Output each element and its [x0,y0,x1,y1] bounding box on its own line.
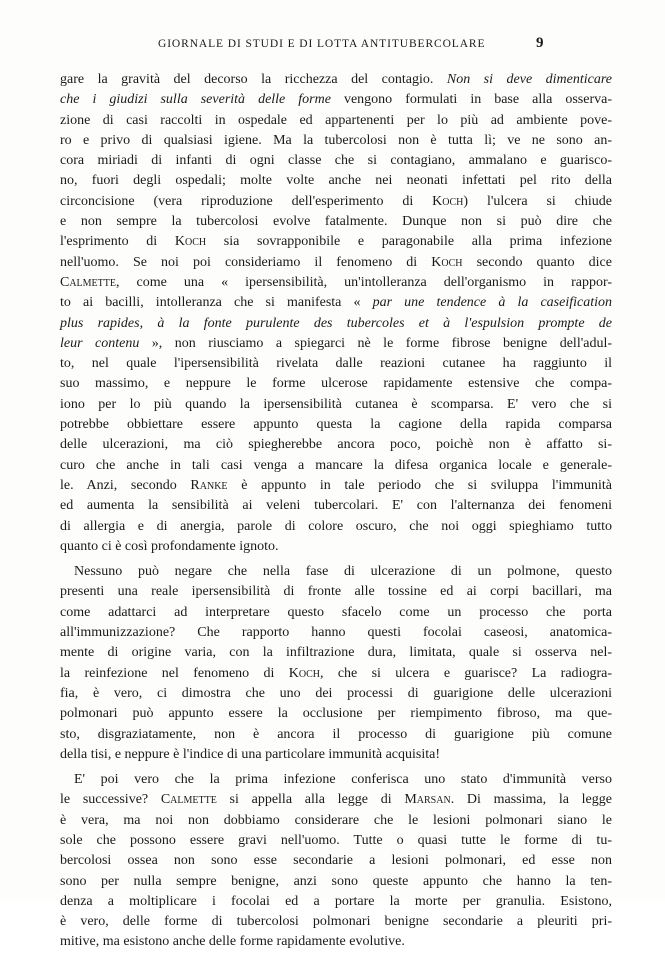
text-run: la reinfezione nel fenomeno di [60,665,289,681]
text-run: come adattarci ad interpretare questo sfacelo come un processo che porta [60,604,612,620]
small-caps-name: Koch [431,254,463,270]
text-line [60,623,612,643]
text-run: secondo quanto dice [462,254,612,270]
text-run: di allergia e di anergia, parole di colore oscuro, che noi oggi spieghiamo tutto [60,518,612,534]
text-line [60,770,612,790]
text-run: presenti una reale ipersensibilità di fronte alle tossine ed ai corpi bacillari, ma [60,584,612,600]
text-run: quanto ci è così profondamente ignoto. [60,538,279,554]
text-run: si appella alla legge di [216,792,405,808]
italic-text: par une tendence à la caseification [372,295,612,311]
text-run: denza a moltiplicare i focolai ed a portare la morte per granulia. Esistono, [60,893,612,909]
small-caps-name: Calmette [160,792,217,808]
page-number: 9 [536,35,545,51]
text-line [60,456,612,476]
text-line [60,151,612,171]
small-caps-name: Ranke [190,477,228,493]
text-run: vengono formulati in base alla osserva- [330,92,612,108]
text-line [60,745,612,765]
text-line [60,790,612,810]
text-run: all'immunizzazione? Che rapporto hanno questi focolai caseosi, anatomica- [60,625,612,641]
text-run: no, fuori degli ospedali; molte volte anche nei neonati infettati pel rito della [60,173,612,189]
text-run: nell'uomo. Se noi poi consideriamo il fenomeno di [60,254,432,270]
small-caps-name: Calmette [60,274,116,290]
text-line [60,395,612,415]
text-line [60,664,612,684]
paragraph [60,770,612,953]
text-run: delle ulcerazioni, ma ciò spiegherebbe ancora poco, poichè non è affatto si- [60,437,612,453]
text-run: ro e privo di qualsiasi igiene. Ma la tubercolosi non è tutta lì; ve ne sono an- [60,132,612,148]
text-run: iono per lo più quando la ipersensibilità cutanea è scomparsa. E' vero che si [60,396,612,412]
text-run: , che si ulcera e guarisce? La radiogra- [319,665,612,681]
text-run: cora miriadi di infanti di ogni classe che si contagiano, ammalano e guarisco- [60,153,612,169]
text-run: sono per nulla sempre benigne, anzi sono queste appunto che hanno la ten- [60,873,612,889]
text-line [60,643,612,663]
running-title: GIORNALE DI STUDI E DI LOTTA ANTITUBERCOLARE [158,38,486,50]
text-run: . Di massima, la legge [450,792,612,808]
text-line [60,704,612,724]
text-line [60,851,612,871]
text-line [60,314,612,334]
text-line [60,354,612,374]
text-run: sia sovrapponibile e paragonabile alla prima infezione [206,234,612,250]
text-line [60,415,612,435]
small-caps-name: Koch [174,234,207,250]
text-run: mente di origine varia, con la infiltrazione dura, limitata, quale si osserva nel- [60,645,612,661]
italic-text: Non si deve dimenticare [446,72,612,87]
text-line [60,253,612,273]
text-run: gare la gravità del decorso la ricchezza del contagio. [60,72,447,87]
text-line [60,496,612,516]
text-run: è vero, delle forme di tubercolosi polmonari benigne secondarie a pleuriti pri- [60,914,612,930]
text-line [60,517,612,537]
text-run: potrebbe obbiettare essere appunto questa la cagione della rapida comparsa [60,417,612,433]
text-run: suo massimo, e neppure le forme ulcerose rapidamente estensive che compa- [60,376,612,392]
text-line [60,912,612,932]
text-line [60,582,612,602]
text-run: ) l'ulcera si chiude [463,193,612,209]
text-line [60,684,612,704]
text-line [60,476,612,496]
text-line [60,334,612,354]
small-caps-name: Koch [288,665,320,681]
body-text [60,70,612,953]
text-run: », non riusciamo a spiegarci nè le forme fibrose benigne dell'adul- [139,335,612,351]
small-caps-name: Marsan [404,792,451,808]
small-caps-name: Koch [432,193,464,209]
text-line [60,273,612,293]
text-line [60,212,612,232]
text-line [60,831,612,851]
text-run: della tisi, e neppure è l'indice di una particolare immunità acquisita! [60,746,440,762]
text-line [60,171,612,191]
text-run: sole che possono essere gravi nell'uomo. Tutte o quasi tutte le forme di tu- [60,832,612,848]
text-run: fia, è vero, ci dimostra che uno dei processi di guarigione delle ulcerazioni [60,685,612,701]
italic-text: plus rapides, à la fonte purulente des tubercoles et à l'espulsion prompte de [60,315,612,331]
text-run: zione di casi raccolti in ospedale ed appartenenti per lo più ad ambiente pove- [60,112,612,128]
text-run: è vera, ma noi non dobbiamo considerare che le lesioni polmonari siano le [60,812,612,828]
text-run: E' poi vero che la prima infezione conferisca uno stato d'immunità verso [74,772,612,788]
text-line [60,232,612,252]
text-line [60,131,612,151]
text-run: è appunto in tale periodo che si sviluppa l'immunità [227,477,612,493]
text-run: ed aumenta la sensibilità ai veleni tubercolari. E' con l'alternanza dei fenomeni [60,498,612,514]
text-run: le successive? [60,792,161,808]
italic-text: che i giudizi sulla severità delle forme [60,92,331,108]
text-line [60,603,612,623]
italic-text: leur contenu [60,335,140,351]
text-line [60,192,612,212]
text-run: to ai bacilli, intolleranza che si manifesta « [60,295,373,311]
text-run: bercolosi ossea non sono esse secondarie a lesioni polmonari, ed esse non [60,853,612,869]
text-line [60,70,612,90]
text-run: , come una « ipersensibilità, un'intolleranza dell'organismo in rappor- [116,274,612,290]
paragraph [60,562,612,765]
text-line [60,872,612,892]
text-run: to, nel quale l'ipersensibilità rivelata dalle reazioni cutanee ha raggiunto il [60,356,612,372]
text-line [60,90,612,110]
text-run: l'esprimento di [60,234,175,250]
text-line [60,562,612,582]
paragraph [60,70,612,557]
text-line [60,435,612,455]
text-line [60,374,612,394]
text-run: polmonari può appunto essere la occlusione per riempimento fibroso, ma que- [60,706,612,722]
text-run: le. Anzi, secondo [60,477,191,493]
text-line [60,537,612,557]
text-line [60,725,612,745]
text-run: sto, disgraziatamente, non è ancora il processo di guarigione più comune [60,726,612,742]
text-line [60,811,612,831]
text-line [60,892,612,912]
text-run: curo che anche in tali casi venga a mancare la difesa organica locale e generale- [60,457,612,473]
text-line [60,932,612,952]
text-run: Nessuno può negare che nella fase di ulcerazione di un polmone, questo [74,564,612,580]
text-run: circoncisione (vera riproduzione dell'esperimento di [60,193,433,209]
text-run: mitive, ma esistono anche delle forme rapidamente evolutive. [60,934,405,950]
text-line [60,293,612,313]
text-line [60,111,612,131]
text-run: e non sempre la tubercolosi evolve fatalmente. Dunque non si può dire che [60,214,612,230]
